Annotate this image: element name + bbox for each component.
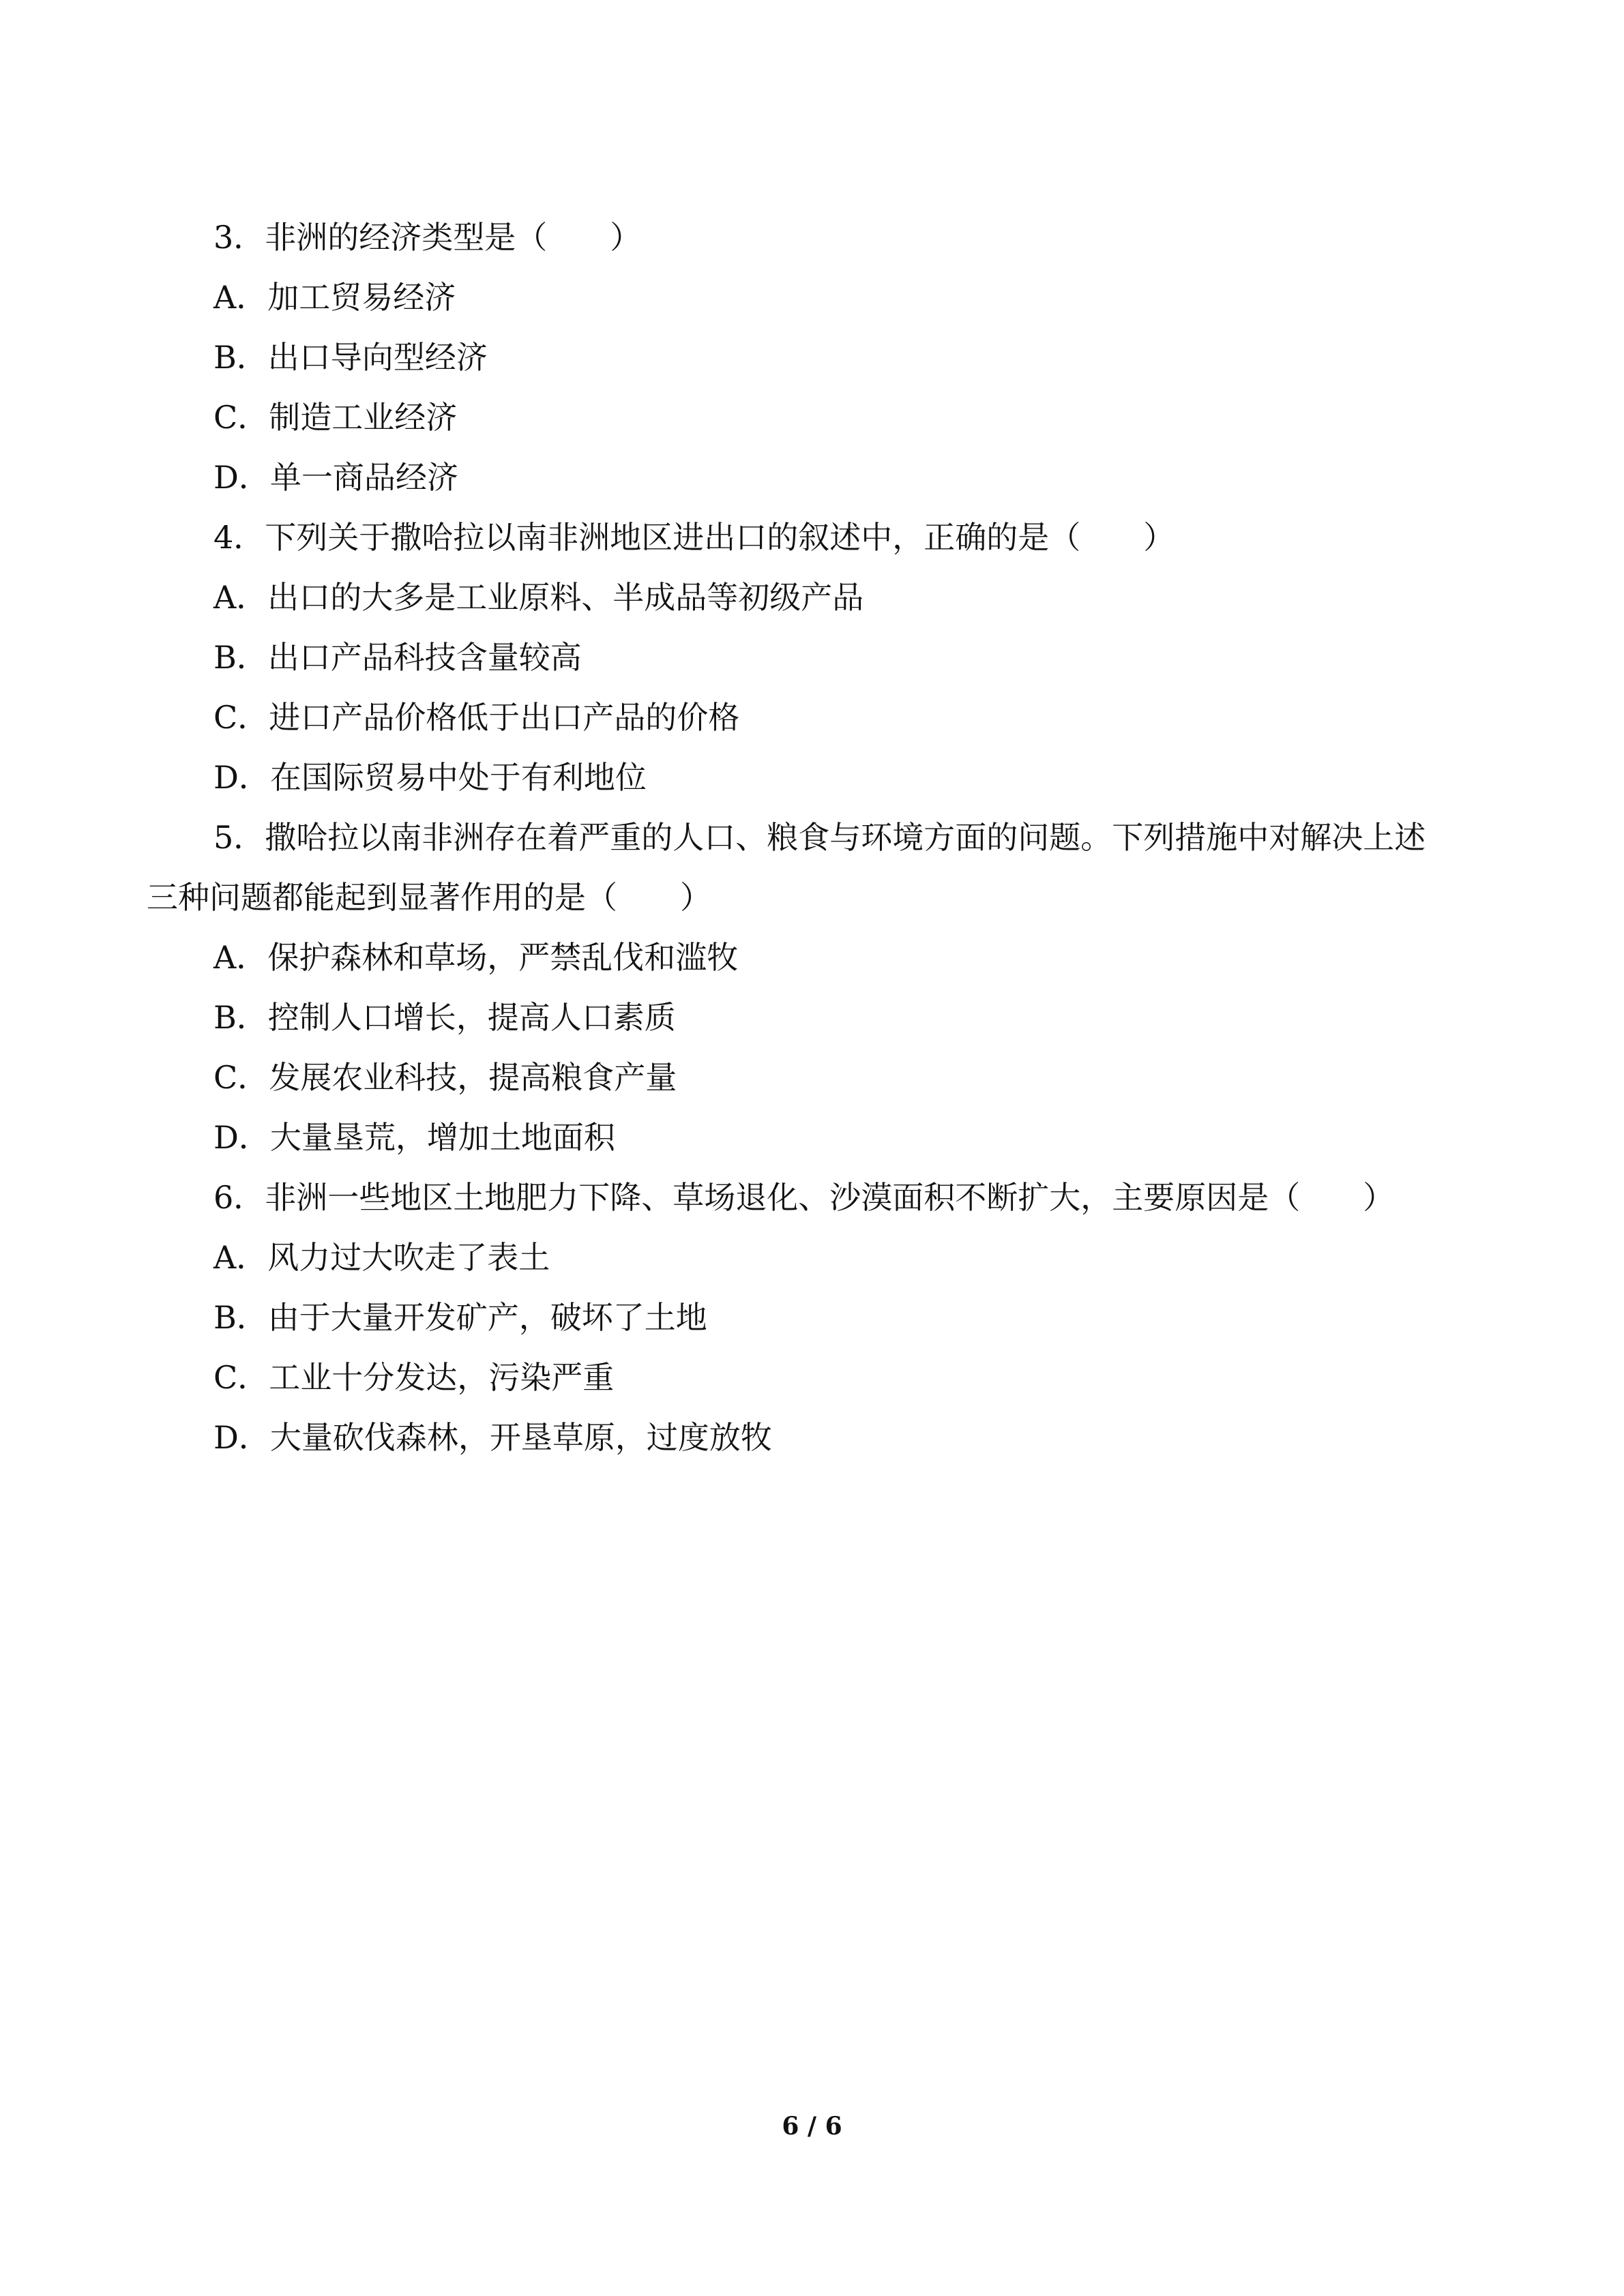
question-5-stem-continued: 三种问题都能起到显著作用的是（ ） xyxy=(147,879,711,916)
question-6-option-b: B．由于大量开发矿产，破坏了土地 xyxy=(213,1299,707,1336)
question-6-option-a: A．风力过大吹走了表土 xyxy=(213,1239,550,1276)
question-3-option-d: D．单一商品经济 xyxy=(213,459,458,496)
question-6-option-c: C．工业十分发达，污染严重 xyxy=(213,1359,615,1396)
question-5-option-a: A．保护森林和草场，严禁乱伐和滥牧 xyxy=(213,939,739,976)
question-3-option-c: C．制造工业经济 xyxy=(213,399,458,436)
question-3-option-b: B．出口导向型经济 xyxy=(213,339,488,376)
question-4-option-b: B．出口产品科技含量较高 xyxy=(213,639,582,676)
question-4-option-a: A．出口的大多是工业原料、半成品等初级产品 xyxy=(213,579,864,616)
page-number: 6 / 6 xyxy=(782,2112,842,2141)
question-5-option-c: C．发展农业科技，提高粮食产量 xyxy=(213,1059,677,1096)
question-6-option-d: D．大量砍伐森林，开垦草原，过度放牧 xyxy=(213,1419,772,1456)
question-3-stem: 3．非洲的经济类型是（ ） xyxy=(213,219,642,256)
question-3-option-a: A．加工贸易经济 xyxy=(213,279,456,316)
question-4-stem: 4．下列关于撒哈拉以南非洲地区进出口的叙述中，正确的是（ ） xyxy=(213,519,1175,556)
question-4-option-c: C．进口产品价格低于出口产品的价格 xyxy=(213,699,740,736)
question-6-stem: 6．非洲一些地区土地肥力下降、草场退化、沙漠面积不断扩大，主要原因是（ ） xyxy=(213,1179,1395,1216)
question-5-stem: 5．撒哈拉以南非洲存在着严重的人口、粮食与环境方面的问题。下列措施中对解决上述 xyxy=(213,819,1426,856)
question-5-option-d: D．大量垦荒，增加土地面积 xyxy=(213,1119,615,1156)
question-5-option-b: B．控制人口增长，提高人口素质 xyxy=(213,999,676,1036)
question-4-option-d: D．在国际贸易中处于有利地位 xyxy=(213,759,647,796)
